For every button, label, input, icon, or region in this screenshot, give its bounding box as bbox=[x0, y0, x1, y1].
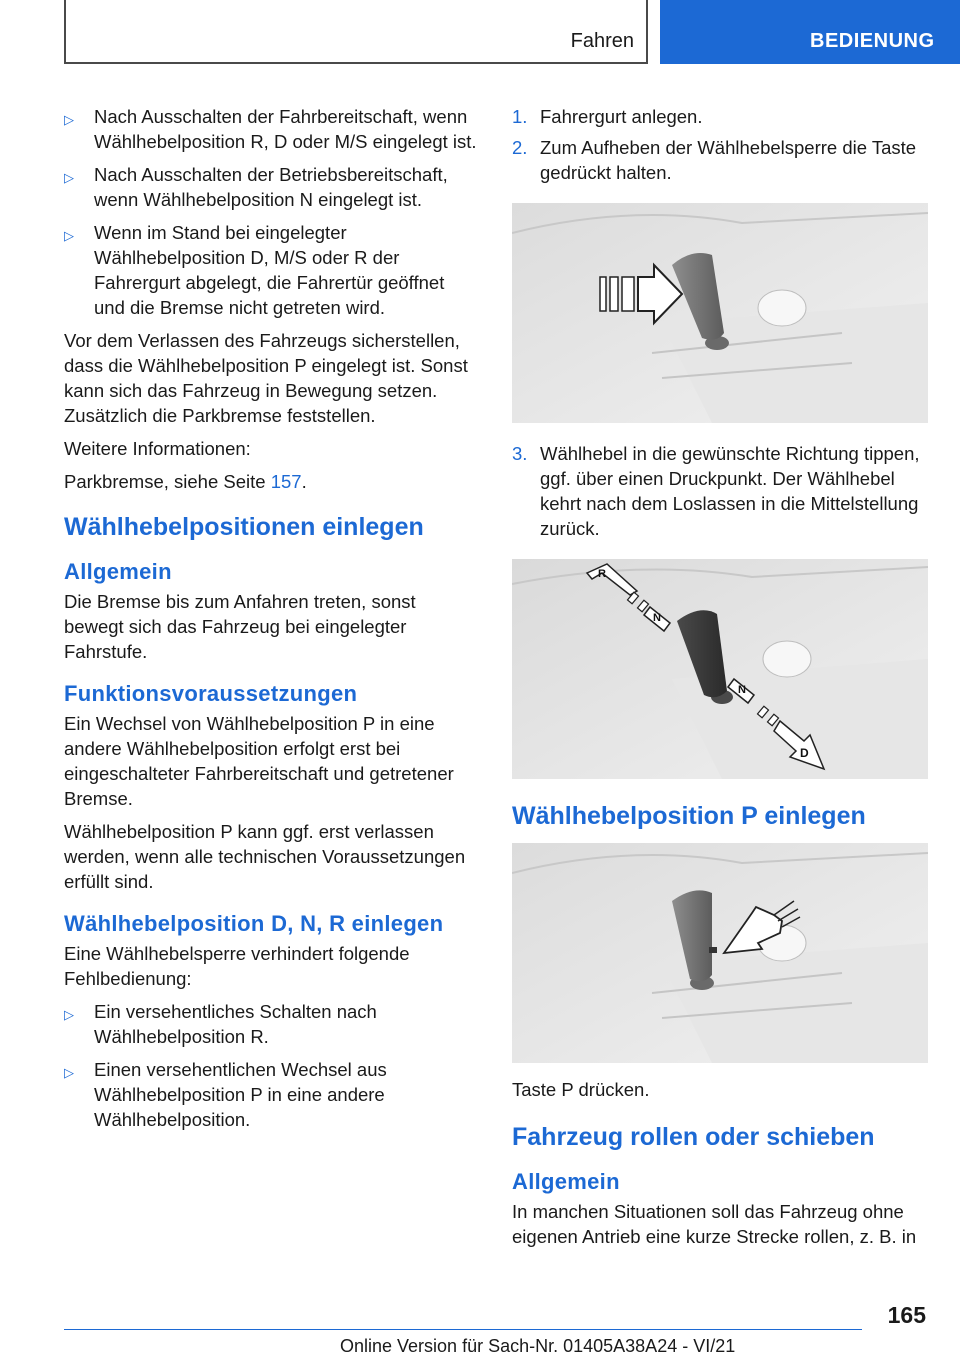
list-item-text: Wenn im Stand bei eingelegter Wählhebelposition D, M/S oder R der Fahrergurt abgelegt, die Fahrertür geöffnet und die Bremse nicht getreten wird. bbox=[94, 222, 445, 318]
list-item-text: Nach Ausschalten der Fahrbereitschaft, wenn Wählhebelposition R, D oder M/S eingelegt ist. bbox=[94, 106, 477, 152]
label-r: R bbox=[598, 568, 606, 580]
section-heading-selector: Wählhebelpositionen einlegen bbox=[64, 513, 424, 541]
list-item-text: Einen versehentlichen Wechsel aus Wählhebelposition P in eine andere Wählhebelposition. bbox=[94, 1059, 387, 1130]
header-section-tab bbox=[660, 0, 960, 64]
list-item-text: Ein versehentliches Schalten nach Wählhebelposition R. bbox=[94, 1001, 377, 1047]
paragraph-requirements-2: Wählhebelposition P kann ggf. erst verlassen werden, wenn alle technischen Voraussetzungen erfüllt sind. bbox=[64, 821, 466, 892]
subheading-dnr: Wählhebelposition D, N, R einlegen bbox=[64, 911, 444, 936]
list-item bbox=[64, 220, 480, 320]
caption-park-button: Taste P drücken. bbox=[512, 1079, 650, 1100]
step-item bbox=[512, 441, 928, 541]
step-text: Zum Aufheben der Wählhebelsperre die Taste gedrückt halten. bbox=[540, 137, 917, 183]
step-item bbox=[512, 104, 928, 129]
triangle-right-outline-icon: ▷ bbox=[64, 170, 74, 185]
list-item bbox=[64, 1057, 480, 1132]
reference-text: Parkbremse, siehe Seite bbox=[64, 471, 271, 492]
subheading-general: Allgemein bbox=[64, 559, 172, 584]
triangle-right-outline-icon: ▷ bbox=[64, 228, 74, 243]
step-number: 2. bbox=[512, 137, 528, 158]
subheading-requirements: Funktionsvoraussetzungen bbox=[64, 681, 358, 706]
page-link[interactable]: 157 bbox=[270, 471, 302, 492]
paragraph-requirements-1: Ein Wechsel von Wählhebelposition P in eine andere Wählhebelposition erfolgt erst bei eingeschalteter Fahrbereitschaft und getretener Bremse. bbox=[64, 713, 454, 809]
figure-park-button bbox=[512, 843, 928, 1063]
figure-lever-directions bbox=[512, 559, 928, 779]
footer-version: Online Version für Sach-Nr. 01405A38A24 - VI/21 bbox=[340, 1336, 736, 1356]
header-section: BEDIENUNG bbox=[810, 30, 935, 52]
header-chapter: Fahren bbox=[570, 30, 634, 52]
reference-suffix: . bbox=[301, 471, 307, 492]
step-number: 1. bbox=[512, 106, 528, 127]
triangle-right-outline-icon: ▷ bbox=[64, 1007, 74, 1022]
paragraph-dnr: Eine Wählhebelsperre verhindert folgende Fehlbedienung: bbox=[64, 943, 410, 989]
list-item bbox=[64, 162, 480, 212]
step-text: Wählhebel in die gewünschte Richtung tippen, ggf. über einen Druckpunkt. Der Wählhebel kehrt nach dem Loslassen in die Mittelstellung zurück. bbox=[540, 443, 920, 539]
label-n-upper: N bbox=[653, 612, 661, 624]
page-number: 165 bbox=[887, 1302, 926, 1328]
paragraph-parking: Vor dem Verlassen des Fahrzeugs sicherstellen, dass die Wählhebelposition P eingelegt ist. Sonst kann sich das Fahrzeug in Bewegung setzen. Zusätzlich die Parkbremse feststellen. bbox=[64, 330, 468, 426]
right-column bbox=[512, 104, 928, 1257]
paragraph-reference bbox=[64, 469, 480, 494]
paragraph-general: Die Bremse bis zum Anfahren treten, sonst bewegt sich das Fahrzeug bei eingelegter Fahrstufe. bbox=[64, 591, 416, 662]
figure-unlock-button bbox=[512, 203, 928, 423]
triangle-right-outline-icon: ▷ bbox=[64, 112, 74, 127]
left-column bbox=[64, 104, 480, 1140]
triangle-right-outline-icon: ▷ bbox=[64, 1065, 74, 1080]
subheading-general-rolling: Allgemein bbox=[512, 1169, 620, 1194]
step-number: 3. bbox=[512, 443, 528, 464]
paragraph-more-info: Weitere Informationen: bbox=[64, 438, 251, 459]
label-n-lower: N bbox=[738, 684, 746, 696]
step-item bbox=[512, 135, 928, 185]
list-item-text: Nach Ausschalten der Betriebsbereitschaft, wenn Wählhebelposition N eingelegt ist. bbox=[94, 164, 448, 210]
list-item bbox=[64, 104, 480, 154]
footer-divider bbox=[64, 1329, 862, 1330]
label-d: D bbox=[800, 746, 809, 760]
list-item bbox=[64, 999, 480, 1049]
section-heading-rolling: Fahrzeug rollen oder schieben bbox=[512, 1123, 875, 1151]
step-text: Fahrergurt anlegen. bbox=[540, 106, 703, 127]
paragraph-rolling: In manchen Situationen soll das Fahrzeug ohne eigenen Antrieb eine kurze Strecke rollen, z. B. in bbox=[512, 1201, 917, 1247]
section-heading-park: Wählhebelposition P einlegen bbox=[512, 802, 866, 830]
header-chapter-box bbox=[64, 0, 648, 64]
